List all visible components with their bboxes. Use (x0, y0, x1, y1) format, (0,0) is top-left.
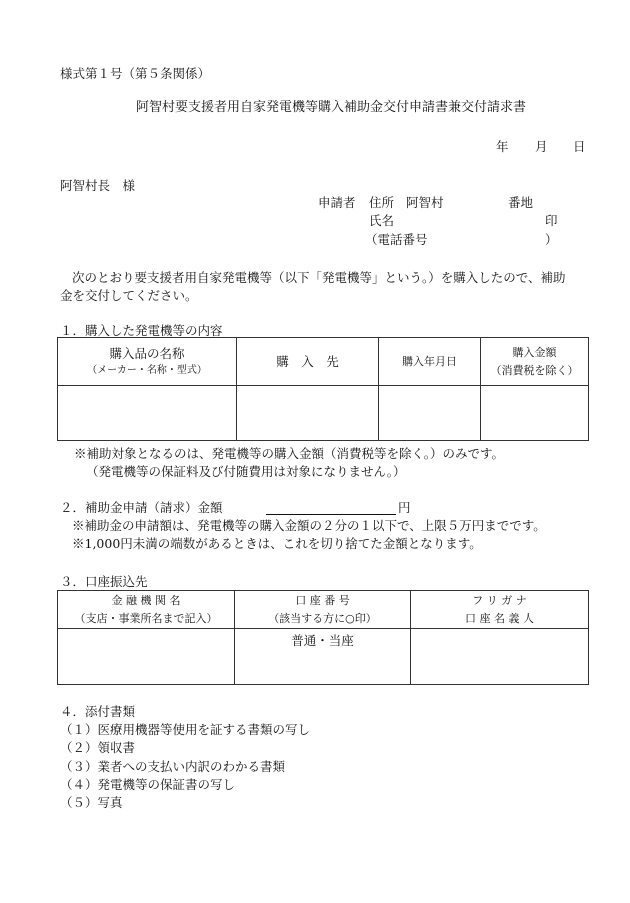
intro-line-1: 次のとおり要支援者用自家発電機等（以下「発電機等」という。）を購入したので、補助 (72, 270, 566, 285)
yen-label: 円 (398, 500, 411, 515)
col-bank-name (58, 591, 235, 629)
attachment-item-5: （５）写真 (60, 795, 123, 810)
bank-table-row (58, 629, 589, 685)
col-account-holder-label: 口 座 名 義 人 (465, 611, 534, 625)
cell-account-holder[interactable] (411, 629, 589, 685)
purchase-table (57, 337, 589, 441)
form-number: 様式第１号（第５条関係） (60, 66, 211, 81)
col-item-name (58, 338, 237, 386)
intro-line-2: 金を交付してください。 (60, 288, 198, 303)
cell-purchase-date[interactable] (379, 386, 481, 441)
col-amount-sub: （消費税を除く） (490, 363, 579, 377)
seal-mark: 印 (545, 213, 558, 228)
section3-heading: ３．口座振込先 (60, 574, 148, 589)
account-type-options[interactable]: 普通・当座 (291, 633, 354, 648)
col-purchase-date-label: 購入年月日 (402, 354, 457, 368)
addressee: 阿智村長 様 (60, 178, 136, 193)
amount-input[interactable] (266, 500, 396, 515)
col-purchase-date (379, 338, 481, 386)
cell-amount[interactable] (481, 386, 589, 441)
col-amount-label: 購入金額 (512, 346, 557, 360)
section1-note-2: （発電機等の保証料及び付随費用は対象になりません。） (86, 464, 406, 479)
cell-item-name[interactable] (58, 386, 237, 441)
section1-note-1: ※補助対象となるのは、発電機等の購入金額（消費税等を除く。）のみです。 (74, 446, 505, 461)
section2-heading: ２．補助金申請（請求）金額 (60, 500, 223, 515)
attachment-item-1: （１）医療用機器等使用を証する書類の写し (60, 722, 311, 737)
col-account-number-label: 口 座 番 号 (295, 594, 350, 608)
col-vendor-label: 購 入 先 (276, 354, 339, 369)
purchase-table-header (58, 338, 589, 386)
col-bank-name-sub: （支店・事業所名まで記入） (74, 611, 218, 625)
col-account-number (235, 591, 411, 629)
section4-heading: ４．添付書類 (60, 704, 136, 719)
cell-bank-name[interactable] (58, 629, 235, 685)
cell-account-number[interactable] (235, 629, 411, 685)
col-account-holder (411, 591, 589, 629)
attachment-item-2: （２）領収書 (60, 740, 136, 755)
attachment-item-4: （４）発電機等の保証書の写し (60, 777, 236, 792)
address-label: 住所 (369, 195, 395, 210)
phone-label: （電話番号 (365, 232, 428, 247)
section1-heading: １．購入した発電機等の内容 (60, 323, 223, 338)
applicant-label: 申請者 (318, 195, 356, 210)
col-account-number-sub: （該当する方に○印） (268, 611, 377, 625)
date-year-label: 年 (496, 139, 509, 154)
banchi-label: 番地 (508, 195, 534, 210)
phone-close: ） (545, 232, 558, 247)
section2-note-2: ※1,000円未満の端数があるときは、これを切り捨てた金額となります。 (72, 536, 482, 551)
section2-note-1: ※補助金の申請額は、発電機等の購入金額の２分の１以下で、上限５万円までです。 (72, 518, 546, 533)
col-item-name-label: 購入品の名称 (109, 346, 185, 362)
bank-table (57, 590, 589, 685)
col-furigana-label: フ リ ガ ナ (472, 594, 527, 608)
date-month-label: 月 (535, 139, 548, 154)
date-day-label: 日 (573, 139, 586, 154)
attachment-item-3: （３）業者への支払い内訳のわかる書類 (60, 759, 286, 774)
bank-table-header (58, 591, 589, 629)
name-label: 氏名 (369, 213, 395, 228)
col-vendor (237, 338, 379, 386)
document-title: 阿智村要支援者用自家発電機等購入補助金交付申請書兼交付請求書 (136, 100, 527, 115)
purchase-table-row (58, 386, 589, 441)
cell-vendor[interactable] (237, 386, 379, 441)
col-item-name-sub: （メーカー・名称・型式） (87, 365, 207, 377)
village-name: 阿智村 (406, 195, 444, 210)
col-amount (481, 338, 589, 386)
col-bank-name-label: 金 融 機 関 名 (111, 594, 181, 608)
